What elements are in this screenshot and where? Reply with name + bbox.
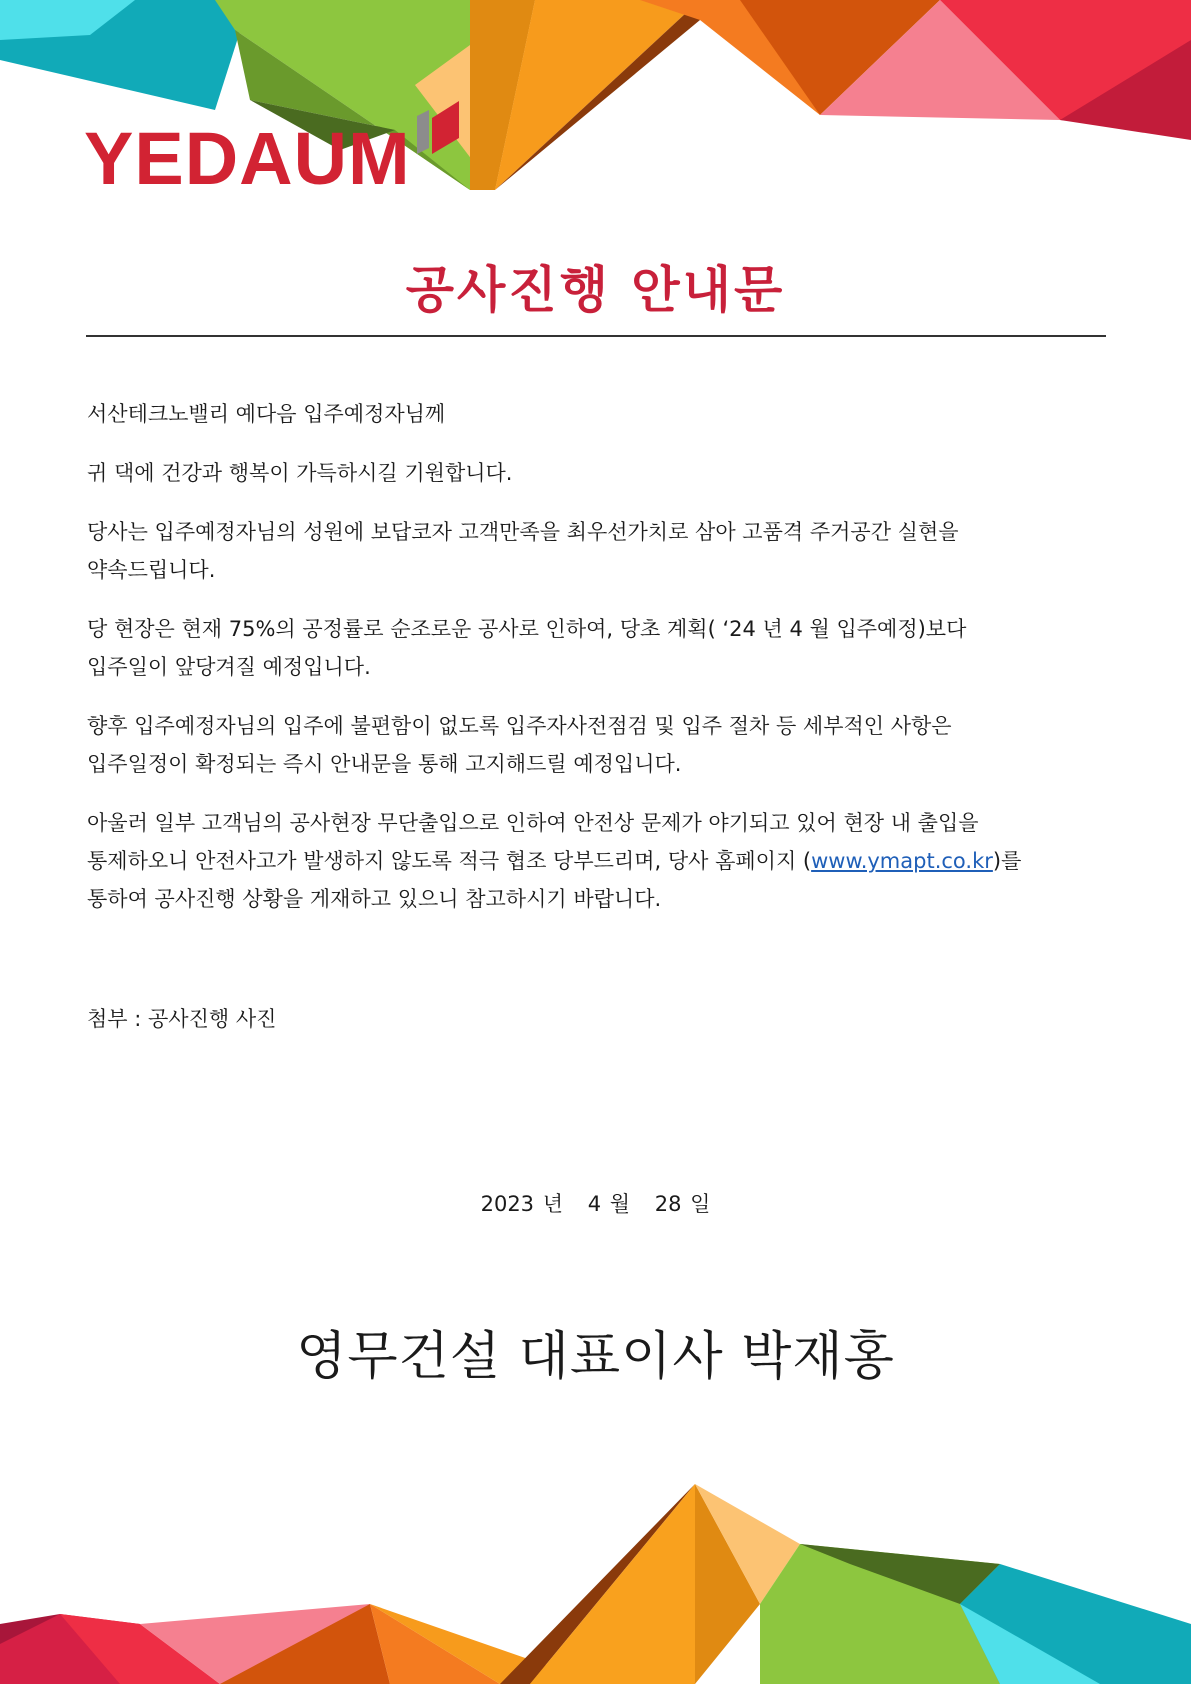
homepage-link[interactable]: www.ymapt.co.kr: [811, 849, 993, 873]
paragraph-1: [87, 513, 1087, 589]
paragraph-4-line-2-post: )를: [992, 849, 1022, 873]
letter-date: [0, 1188, 1191, 1218]
signature: 영무건설 대표이사 박재홍: [296, 1327, 895, 1387]
bottom-decoration: [0, 1484, 1191, 1684]
letter-body: [87, 395, 1087, 939]
document-title: 공사진행 안내문: [405, 261, 786, 319]
date-day: 28 일: [654, 1192, 711, 1216]
greeting: 귀 댁에 건강과 행복이 가득하시길 기원합니다.: [87, 461, 513, 485]
paragraph-4-line-3: 통하여 공사진행 상황을 게재하고 있으니 참고하시기 바랍니다.: [87, 887, 662, 911]
paragraph-3: [87, 707, 1087, 783]
paragraph-1-line-1: 당사는 입주예정자님의 성원에 보답코자 고객만족을 최우선가치로 삼아 고품격 주거공간 실현을: [87, 520, 959, 544]
logo-text: YEDAUM: [84, 117, 411, 192]
paragraph-1-line-2: 약속드립니다.: [87, 558, 216, 582]
paragraph-3-line-2: 입주일정이 확정되는 즉시 안내문을 통해 고지해드릴 예정입니다.: [87, 752, 682, 776]
logo-mark-red: [432, 101, 459, 154]
paragraph-2: [87, 610, 1087, 686]
paragraph-4-line-2-pre: 통제하오니 안전사고가 발생하지 않도록 적극 협조 당부드리며, 당사 홈페이지 (: [87, 849, 812, 873]
date-month: 4 월: [587, 1192, 631, 1216]
date-year: 2023 년: [480, 1192, 563, 1216]
yedaum-logo: [84, 96, 464, 192]
paragraph-4: [87, 804, 1087, 918]
salutation: 서산테크노밸리 예다음 입주예정자님께: [87, 402, 446, 426]
paragraph-2-line-1: 당 현장은 현재 75%의 공정률로 순조로운 공사로 인하여, 당초 계획( ‘24 년 4 월 입주예정)보다: [87, 617, 967, 641]
paragraph-2-line-2: 입주일이 앞당겨질 예정입니다.: [87, 655, 371, 679]
paragraph-3-line-1: 향후 입주예정자님의 입주에 불편함이 없도록 입주자사전점검 및 입주 절차 등 세부적인 사항은: [87, 714, 952, 738]
title-divider: [86, 335, 1106, 337]
logo-mark-grey: [417, 110, 429, 154]
attachment-note: 첨부 : 공사진행 사진: [87, 1007, 277, 1031]
paragraph-4-line-1: 아울러 일부 고객님의 공사현장 무단출입으로 인하여 안전상 문제가 야기되고 있어 현장 내 출입을: [87, 811, 979, 835]
